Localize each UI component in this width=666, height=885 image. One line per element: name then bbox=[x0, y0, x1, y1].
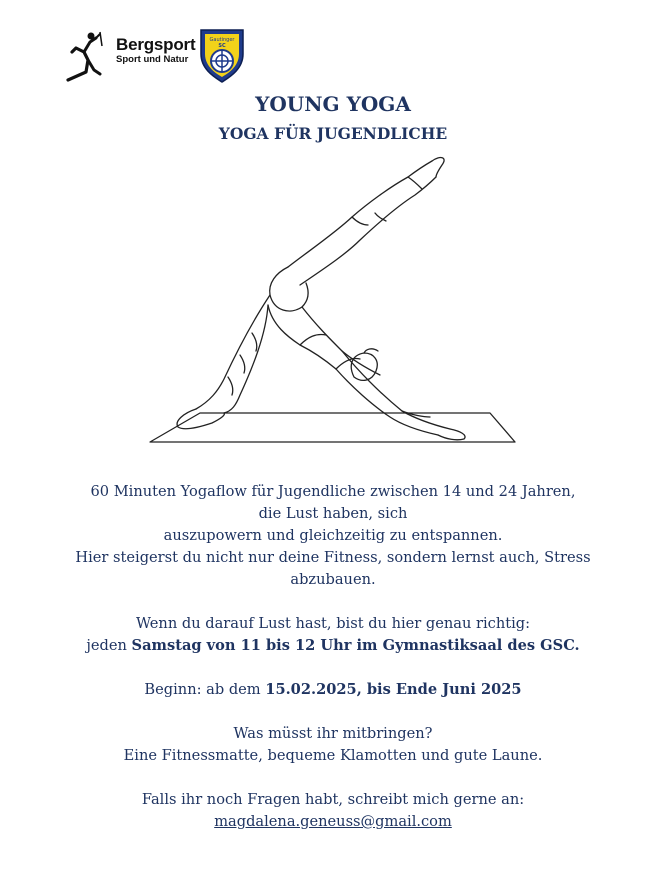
climber-logo-icon bbox=[66, 30, 118, 82]
body-line: Eine Fitnessmatte, bequeme Klamotten und gute Laune. bbox=[123, 747, 543, 764]
body-line: 60 Minuten Yogaflow für Jugendliche zwischen 14 und 24 Jahren, bbox=[90, 483, 576, 500]
body-line: Was müsst ihr mitbringen? bbox=[233, 725, 433, 742]
yoga-pose-illustration bbox=[140, 155, 520, 450]
schedule-details: Samstag von 11 bis 12 Uhr im Gymnastiksaal des GSC. bbox=[131, 637, 580, 654]
brand-text bbox=[116, 36, 195, 66]
page-subtitle: YOGA FÜR JUGENDLICHE bbox=[218, 124, 448, 143]
club-text-1: Gautinger bbox=[209, 37, 235, 43]
page-title: YOUNG YOGA bbox=[255, 92, 411, 116]
body-line: auszupowern und gleichzeitig zu entspannen. bbox=[163, 527, 503, 544]
body-line: Hier steigerst du nicht nur deine Fitness, sondern lernst auch, Stress bbox=[75, 549, 591, 566]
body-line: Wenn du darauf Lust hast, bist du hier genau richtig: bbox=[135, 615, 531, 632]
email-link[interactable]: magdalena.geneuss@gmail.com bbox=[214, 813, 452, 830]
brand-name: Bergsport bbox=[116, 35, 196, 54]
header-logos bbox=[66, 26, 266, 86]
club-text-2: SC bbox=[218, 43, 226, 49]
body-line: die Lust haben, sich bbox=[258, 505, 408, 522]
brand-tagline: Sport und Natur bbox=[116, 54, 189, 65]
schedule-prefix: jeden bbox=[86, 637, 132, 654]
club-shield-icon bbox=[198, 26, 246, 84]
body-line: abzubauen. bbox=[290, 571, 376, 588]
body-text bbox=[0, 481, 666, 833]
body-line: Falls ihr noch Fragen habt, schreibt mich gerne an: bbox=[141, 791, 525, 808]
start-prefix: Beginn: ab dem bbox=[144, 681, 266, 698]
start-dates: 15.02.2025, bis Ende Juni 2025 bbox=[265, 681, 522, 698]
schedule-line bbox=[0, 635, 666, 657]
start-date-line bbox=[0, 679, 666, 701]
